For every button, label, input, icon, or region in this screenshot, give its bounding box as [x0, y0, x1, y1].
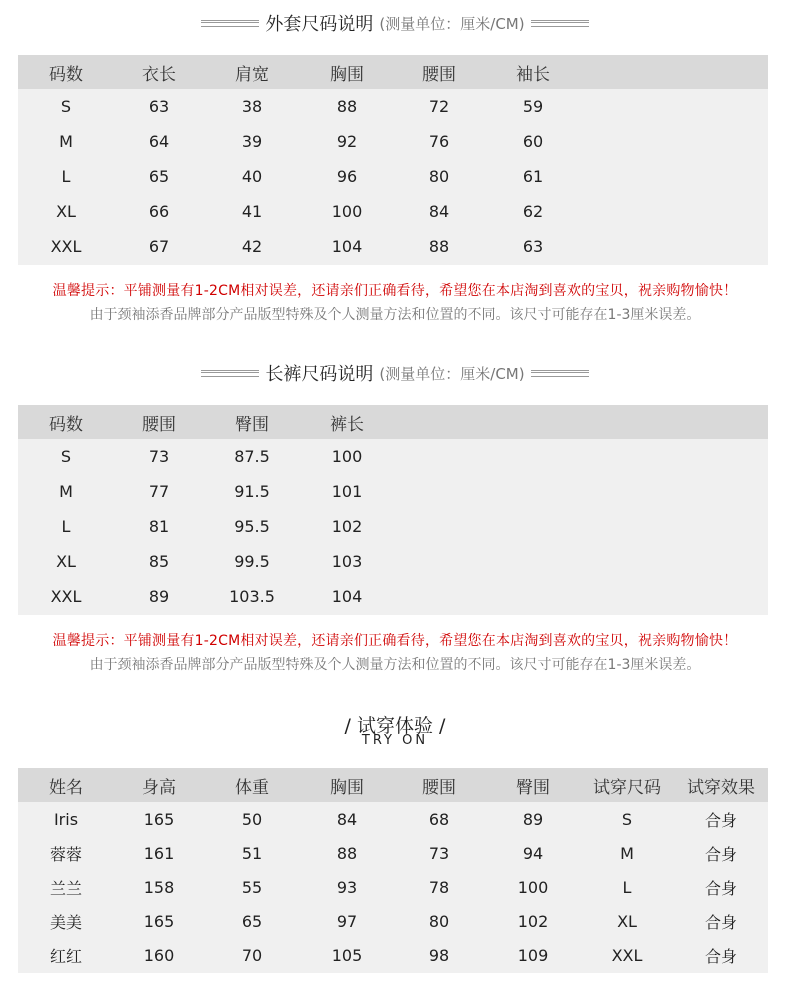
table-cell: 103 — [331, 552, 363, 571]
table-cell: XL — [56, 202, 76, 221]
tryon-subtitle: TRY ON — [361, 733, 429, 748]
table-cell: XXL — [50, 587, 82, 606]
table-row — [18, 904, 768, 938]
table-cell: 美美 — [49, 912, 82, 932]
header-cell: 衣长 — [142, 64, 176, 85]
table-cell: 98 — [428, 945, 450, 965]
table-cell: 100 — [517, 877, 549, 897]
table-cell: 88 — [336, 843, 358, 863]
table-cell: 100 — [331, 447, 363, 466]
jacket-unit: (测量单位：厘米/CM) — [379, 14, 525, 33]
table-cell: 80 — [428, 911, 450, 931]
table-cell: 38 — [241, 97, 263, 116]
table-cell: Iris — [53, 809, 79, 829]
header-cell: 试穿效果 — [687, 777, 755, 798]
jacket-section-title — [0, 8, 790, 38]
table-cell: 41 — [241, 202, 263, 221]
table-row — [18, 579, 768, 614]
header-cell: 肩宽 — [235, 64, 269, 85]
table-cell: 158 — [143, 877, 175, 897]
title-rule-left — [201, 370, 259, 377]
table-cell: 55 — [241, 877, 263, 897]
header-cell: 臀围 — [235, 414, 269, 435]
table-cell: 80 — [428, 167, 450, 186]
table-cell: 72 — [428, 97, 450, 116]
table-cell: 合身 — [704, 844, 737, 864]
table-cell: 兰兰 — [49, 878, 82, 898]
table-cell: 红红 — [49, 946, 82, 966]
table-cell: XXL — [50, 237, 82, 256]
table-cell: 104 — [331, 587, 363, 606]
table-cell: 165 — [143, 809, 175, 829]
table-cell: L — [61, 517, 71, 536]
header-cell: 身高 — [142, 777, 176, 798]
tryon-table — [18, 768, 768, 973]
table-cell: 60 — [522, 132, 544, 151]
table-row — [18, 802, 768, 836]
table-cell: 85 — [148, 552, 170, 571]
pants-note: 由于颈袖添香品牌部分产品版型特殊及个人测量方法和位置的不同。该尺寸可能存在1-3厘米误差。 — [89, 657, 701, 673]
table-cell: 73 — [428, 843, 450, 863]
table-cell: 73 — [148, 447, 170, 466]
table-cell: 63 — [148, 97, 170, 116]
table-row — [18, 509, 768, 544]
jacket-size-table — [18, 55, 768, 265]
table-cell: 51 — [241, 843, 263, 863]
title-rule-right — [531, 20, 589, 27]
table-cell: 68 — [428, 809, 450, 829]
table-cell: 84 — [336, 809, 358, 829]
table-row — [18, 159, 768, 194]
header-cell: 胸围 — [330, 64, 364, 85]
table-cell: 104 — [331, 237, 363, 256]
header-cell: 胸围 — [330, 777, 364, 798]
header-cell: 臀围 — [516, 777, 550, 798]
table-cell: S — [60, 447, 72, 466]
table-cell: 91.5 — [234, 482, 270, 501]
table-cell: 89 — [522, 809, 544, 829]
table-cell: 105 — [331, 945, 363, 965]
table-cell: 95.5 — [234, 517, 270, 536]
table-row — [18, 194, 768, 229]
table-header — [18, 768, 768, 802]
table-cell: 67 — [148, 237, 170, 256]
table-cell: 96 — [336, 167, 358, 186]
header-cell: 码数 — [49, 64, 83, 85]
table-cell: 39 — [241, 132, 263, 151]
header-cell: 腰围 — [422, 64, 456, 85]
table-cell: 50 — [241, 809, 263, 829]
pants-section-title — [0, 358, 790, 388]
table-cell: 87.5 — [234, 447, 270, 466]
table-row — [18, 544, 768, 579]
jacket-note: 由于颈袖添香品牌部分产品版型特殊及个人测量方法和位置的不同。该尺寸可能存在1-3厘米误差。 — [89, 307, 701, 323]
table-cell: 165 — [143, 911, 175, 931]
table-cell: 合身 — [704, 946, 737, 966]
table-cell: 59 — [522, 97, 544, 116]
table-cell: S — [621, 809, 633, 829]
table-cell: 65 — [148, 167, 170, 186]
table-cell: 65 — [241, 911, 263, 931]
table-row — [18, 439, 768, 474]
table-cell: 81 — [148, 517, 170, 536]
table-cell: 89 — [148, 587, 170, 606]
table-cell: 109 — [517, 945, 549, 965]
table-row — [18, 836, 768, 870]
table-cell: 99.5 — [234, 552, 270, 571]
table-cell: 161 — [143, 843, 175, 863]
table-header — [18, 55, 768, 89]
table-row — [18, 938, 768, 972]
table-cell: 78 — [428, 877, 450, 897]
table-cell: XL — [56, 552, 76, 571]
table-cell: 合身 — [704, 878, 737, 898]
header-cell: 姓名 — [49, 777, 83, 798]
table-cell: 103.5 — [229, 587, 275, 606]
table-cell: 64 — [148, 132, 170, 151]
table-cell: 84 — [428, 202, 450, 221]
pants-warning: 温馨提示：平铺测量有1-2CM相对误差，还请亲们正确看待，希望您在本店淘到喜欢的宝贝，祝亲购物愉快！ — [52, 633, 738, 649]
table-cell: 88 — [428, 237, 450, 256]
header-cell: 体重 — [235, 777, 269, 798]
table-cell: XXL — [611, 945, 643, 965]
table-cell: 88 — [336, 97, 358, 116]
table-cell: 92 — [336, 132, 358, 151]
table-cell: 蓉蓉 — [49, 844, 82, 864]
table-cell: 76 — [428, 132, 450, 151]
table-cell: 102 — [331, 517, 363, 536]
jacket-title: 外套尺码说明 — [265, 14, 374, 35]
title-rule-left — [201, 20, 259, 27]
header-cell: 码数 — [49, 414, 83, 435]
header-cell: 腰围 — [142, 414, 176, 435]
table-cell: 93 — [336, 877, 358, 897]
table-row — [18, 229, 768, 264]
table-row — [18, 124, 768, 159]
table-cell: 101 — [331, 482, 363, 501]
table-cell: L — [61, 167, 71, 186]
table-cell: 77 — [148, 482, 170, 501]
table-cell: S — [60, 97, 72, 116]
table-cell: 97 — [336, 911, 358, 931]
pants-size-table — [18, 405, 768, 615]
table-cell: 63 — [522, 237, 544, 256]
table-row — [18, 474, 768, 509]
table-cell: M — [59, 132, 73, 151]
tryon-title: / 试穿体验 / — [344, 715, 446, 737]
header-cell: 腰围 — [422, 777, 456, 798]
pants-title: 长裤尺码说明 — [265, 364, 374, 385]
header-cell: 袖长 — [516, 64, 550, 85]
table-cell: 70 — [241, 945, 263, 965]
jacket-warning: 温馨提示：平铺测量有1-2CM相对误差，还请亲们正确看待，希望您在本店淘到喜欢的宝贝，祝亲购物愉快！ — [52, 283, 738, 299]
table-cell: L — [622, 877, 632, 897]
table-cell: 61 — [522, 167, 544, 186]
header-cell: 裤长 — [330, 414, 364, 435]
table-cell: XL — [617, 911, 637, 931]
table-cell: 合身 — [704, 912, 737, 932]
table-cell: 合身 — [704, 810, 737, 830]
table-cell: 66 — [148, 202, 170, 221]
title-rule-right — [531, 370, 589, 377]
pants-unit: (测量单位：厘米/CM) — [379, 364, 525, 383]
table-row — [18, 870, 768, 904]
table-row — [18, 89, 768, 124]
table-cell: 160 — [143, 945, 175, 965]
table-cell: M — [620, 843, 634, 863]
table-cell: M — [59, 482, 73, 501]
table-cell: 102 — [517, 911, 549, 931]
table-cell: 40 — [241, 167, 263, 186]
table-header — [18, 405, 768, 439]
header-cell: 试穿尺码 — [593, 777, 661, 798]
table-cell: 94 — [522, 843, 544, 863]
table-cell: 42 — [241, 237, 263, 256]
table-cell: 62 — [522, 202, 544, 221]
table-cell: 100 — [331, 202, 363, 221]
